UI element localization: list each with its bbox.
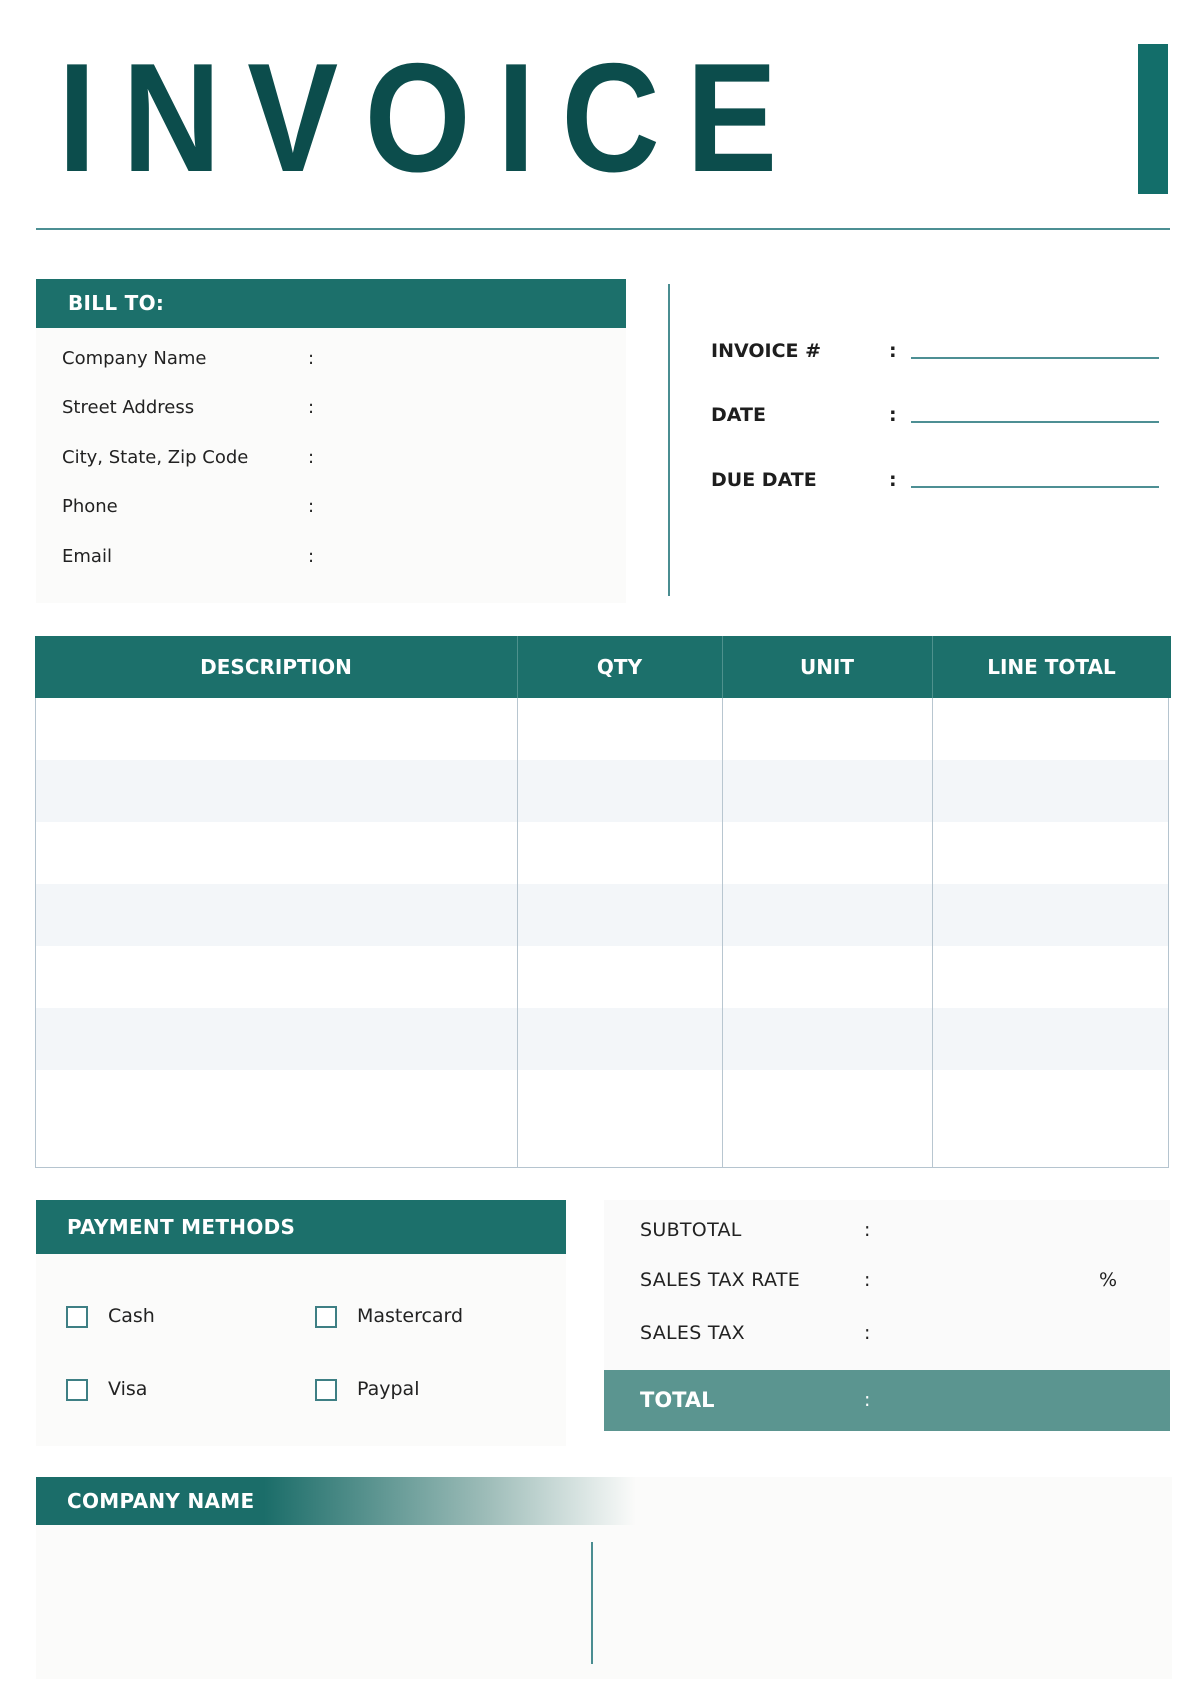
table-row[interactable]	[36, 884, 1168, 946]
cash-checkbox[interactable]	[66, 1306, 88, 1328]
column-divider	[517, 698, 518, 1168]
payment-option-label: Paypal	[357, 1378, 420, 1400]
column-divider	[932, 698, 933, 1168]
field-separator: :	[889, 469, 897, 491]
table-row[interactable]	[36, 760, 1168, 822]
total-label: TOTAL	[640, 1388, 715, 1412]
payment-option-label: Cash	[108, 1305, 155, 1327]
field-separator: :	[308, 397, 315, 418]
field-label: Phone	[62, 496, 118, 517]
invoice-title: INVOICE	[58, 31, 804, 204]
company-section	[36, 1477, 1172, 1679]
subtotal-label: SUBTOTAL	[640, 1219, 742, 1241]
field-label: Street Address	[62, 397, 195, 418]
column-header-qty: QTY	[596, 655, 643, 679]
column-header-line-total: LINE TOTAL	[987, 655, 1116, 679]
due-date-label: DUE DATE	[711, 469, 817, 491]
company-name-heading: COMPANY NAME	[36, 1477, 636, 1525]
sales-tax-label: SALES TAX	[640, 1322, 745, 1344]
table-header	[35, 636, 1171, 698]
column-header-unit: UNIT	[799, 655, 855, 679]
payment-methods-heading: PAYMENT METHODS	[36, 1200, 566, 1254]
section-divider	[668, 284, 670, 596]
field-separator: :	[308, 348, 315, 369]
bill-to-heading: BILL TO:	[36, 279, 626, 328]
company-section-divider	[591, 1542, 593, 1664]
field-separator: :	[889, 404, 897, 426]
due-date-field[interactable]	[911, 486, 1159, 488]
column-header-description: DESCRIPTION	[200, 655, 352, 679]
field-label: City, State, Zip Code	[62, 447, 249, 468]
field-separator: :	[889, 340, 897, 362]
field-separator: :	[864, 1219, 871, 1241]
mastercard-checkbox[interactable]	[315, 1306, 337, 1328]
sales-tax-rate-label: SALES TAX RATE	[640, 1269, 801, 1291]
column-divider	[722, 698, 723, 1168]
accent-bar	[1138, 44, 1168, 194]
paypal-checkbox[interactable]	[315, 1379, 337, 1401]
payment-option-label: Mastercard	[357, 1305, 464, 1327]
date-label: DATE	[711, 404, 766, 426]
field-separator: :	[308, 496, 315, 517]
date-field[interactable]	[911, 421, 1159, 423]
total-row[interactable]	[604, 1370, 1170, 1431]
header-divider	[36, 228, 1170, 230]
table-row[interactable]	[36, 1008, 1168, 1070]
bill-to-section	[36, 279, 626, 603]
field-separator: :	[308, 546, 315, 567]
payment-option-label: Visa	[108, 1378, 148, 1400]
field-label: Company Name	[62, 348, 207, 369]
payment-methods-section	[36, 1200, 566, 1446]
invoice-number-field[interactable]	[911, 357, 1159, 359]
field-separator: :	[864, 1269, 871, 1291]
field-label: Email	[62, 546, 112, 567]
field-separator: :	[864, 1322, 871, 1344]
field-separator: :	[308, 447, 315, 468]
visa-checkbox[interactable]	[66, 1379, 88, 1401]
field-separator: :	[864, 1389, 871, 1411]
percent-symbol: %	[1099, 1269, 1118, 1291]
invoice-number-label: INVOICE #	[711, 340, 822, 362]
line-items-table	[35, 636, 1169, 1168]
